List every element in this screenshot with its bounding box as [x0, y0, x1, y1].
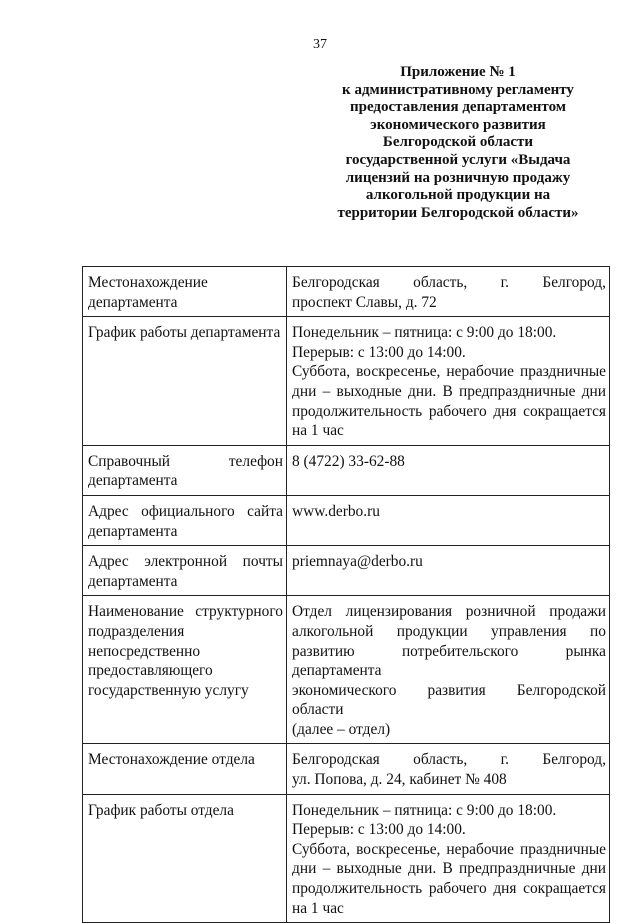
row-value: Понедельник – пятница: с 9:00 до 18:00.: [292, 801, 557, 819]
row-value: Перерыв: с 13:00 до 14:00.: [292, 343, 466, 361]
page-number: 37: [313, 37, 327, 52]
row-value-cell: [287, 495, 610, 545]
appendix-line: алкогольной продукции на: [365, 187, 551, 204]
row-value: Суббота, воскресенье, нерабочие праздничные: [292, 840, 606, 858]
row-value-cell: [287, 445, 610, 495]
row-label-cell: [83, 596, 287, 744]
row-label-cell: [83, 794, 287, 923]
row-value-cell: [287, 794, 610, 923]
row-value: priemnaya@derbo.ru: [292, 553, 423, 571]
appendix-line: территории Белгородской области»: [337, 204, 579, 221]
table-row: [83, 546, 610, 596]
table-row: [83, 744, 610, 794]
row-value-cell: [287, 267, 610, 317]
row-label: Местонахождение: [88, 274, 208, 291]
appendix-line: к административному регламенту: [342, 81, 574, 98]
row-value-cell: [287, 744, 610, 794]
row-label: Адрес официального сайта: [88, 502, 283, 520]
row-label: государственную услугу: [88, 681, 249, 699]
row-label: непосредственно: [88, 642, 201, 660]
row-label: Наименование структурного: [88, 603, 283, 621]
row-label: График работы департамента: [88, 324, 281, 342]
row-value-cell: [287, 317, 610, 446]
appendix-line: предоставления департаментом: [349, 99, 567, 116]
row-value: Перерыв: с 13:00 до 14:00.: [292, 821, 466, 839]
row-label-cell: [83, 546, 287, 596]
row-value: (далее – отдел): [292, 720, 391, 738]
row-label: департамента: [88, 572, 178, 590]
department-info-table: [82, 266, 610, 923]
row-label: департамента: [88, 293, 178, 311]
row-value: продолжительность рабочего дня сокращается: [292, 880, 606, 898]
table-row: [83, 317, 610, 446]
table-row: [83, 445, 610, 495]
row-value: дни – выходные дни. В предпраздничные дни: [292, 382, 606, 400]
row-value: Отдел лицензирования розничной продажи: [292, 603, 606, 621]
row-value-cell: [287, 596, 610, 744]
table-row: [83, 794, 610, 923]
row-label: Адрес электронной почты: [88, 553, 283, 571]
row-value: развитию потребительского рынка департамента: [292, 642, 606, 680]
row-value: проспект Славы, д. 72: [292, 293, 437, 311]
row-value: 8 (4722) 33-62-88: [292, 452, 405, 470]
appendix-line: государственной услуги «Выдача: [345, 151, 571, 168]
row-value: www.derbo.ru: [292, 502, 380, 520]
row-value: Белгородская область, г. Белгород,: [292, 274, 606, 291]
row-label-cell: [83, 267, 287, 317]
row-value: дни – выходные дни. В предпраздничные дни: [292, 860, 606, 878]
row-label: предоставляющего: [88, 662, 213, 680]
row-value: Суббота, воскресенье, нерабочие праздничные: [292, 363, 606, 381]
row-value: экономического развития Белгородской области: [292, 681, 606, 719]
row-value-cell: [287, 546, 610, 596]
row-value: Белгородская область, г. Белгород,: [292, 751, 606, 769]
row-label: департамента: [88, 472, 178, 490]
row-label-cell: [83, 317, 287, 446]
row-label: Местонахождение отдела: [88, 751, 255, 769]
row-value: на 1 час: [292, 899, 344, 917]
row-label: Справочный телефон: [88, 452, 283, 470]
appendix-header: [308, 64, 608, 222]
appendix-line: Белгородской области: [382, 134, 534, 151]
row-label: подразделения: [88, 622, 185, 640]
table-row: [83, 267, 610, 317]
row-value: Понедельник – пятница: с 9:00 до 18:00.: [292, 324, 557, 342]
appendix-title: Приложение № 1: [400, 64, 516, 80]
row-label-cell: [83, 744, 287, 794]
row-value: продолжительность рабочего дня сокращается: [292, 402, 606, 420]
row-value: ул. Попова, д. 24, кабинет № 408: [292, 771, 507, 789]
row-label: График работы отдела: [88, 801, 234, 819]
table-row: [83, 495, 610, 545]
row-value: алкогольной продукции управления по: [292, 622, 606, 640]
row-label-cell: [83, 495, 287, 545]
appendix-line: экономического развития: [370, 116, 546, 133]
row-label: департамента: [88, 522, 178, 540]
row-label-cell: [83, 445, 287, 495]
table-row: [83, 596, 610, 744]
row-value: на 1 час: [292, 422, 344, 440]
appendix-line: лицензий на розничную продажу: [345, 169, 571, 186]
